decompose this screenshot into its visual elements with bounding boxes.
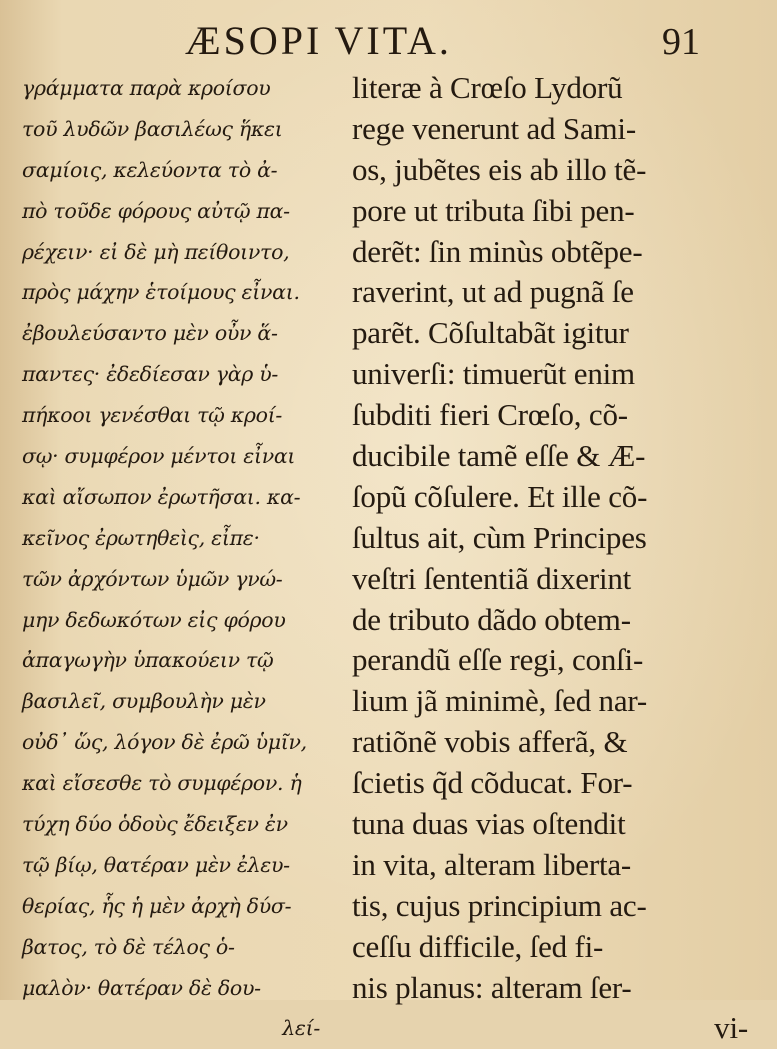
latin-line: in vita, alteram liberta-	[352, 846, 632, 882]
greek-line: τῷ βίῳ, θατέραν μὲν ἐλευ-	[22, 852, 290, 877]
latin-line: de tributo dãdo obtem-	[352, 601, 631, 637]
page-header	[0, 16, 777, 66]
latin-line: ratiõnẽ vobis afferã, &	[352, 724, 628, 760]
greek-line: κεῖνος ἐρωτηθεὶς, εἶπε·	[22, 525, 260, 550]
latin-line: veſtri ſententiã dixerint	[352, 560, 632, 596]
latin-text-column	[352, 68, 762, 1049]
greek-line: παντες· ἐδεδίεσαν γὰρ ὑ-	[22, 362, 279, 387]
latin-line: univerſi: timuerũt enim	[352, 356, 635, 392]
greek-line: ρέχειν· εἰ δὲ μὴ πείθοιντο,	[22, 239, 290, 264]
greek-line: πρὸς μάχην ἑτοίμους εἶναι.	[22, 280, 300, 305]
latin-line: ſultus ait, cùm Principes	[352, 519, 647, 555]
latin-line: ſcietis q̃d cõducat. For-	[352, 765, 633, 801]
latin-line: ſopũ cõſulere. Et ille cõ-	[352, 478, 648, 514]
latin-line: tis, cujus principium ac-	[352, 887, 647, 923]
greek-line: ἐβουλεύσαντο μὲν οὖν ἅ-	[22, 321, 278, 346]
latin-line: lium jã minimè, ſed nar-	[352, 683, 648, 719]
greek-line: ἀπαγωγὴν ὑπακούειν τῷ	[22, 648, 274, 673]
latin-line: raverint, ut ad pugnã ſe	[352, 274, 634, 310]
greek-line: οὐδ᾽ ὥς, λόγον δὲ ἐρῶ ὑμῖν,	[22, 730, 307, 755]
greek-line: σῳ· συμφέρον μέντοι εἶναι	[22, 444, 296, 469]
greek-line: σαμίοις, κελεύοντα τὸ ἀ-	[22, 157, 278, 182]
latin-line: ducibile tamẽ eſſe & Æ-	[352, 438, 646, 474]
greek-line: τῶν ἀρχόντων ὑμῶν γνώ-	[22, 566, 283, 591]
greek-line: τοῦ λυδῶν βασιλέως ἥκει	[22, 116, 283, 141]
latin-line: nis planus: alteram ſer-	[352, 969, 632, 1005]
greek-line: βασιλεῖ, συμβουλὴν μὲν	[22, 689, 266, 714]
latin-line: perandũ eſſe regi, conſi-	[352, 642, 644, 678]
latin-line: parẽt. Cõſultabãt igitur	[352, 315, 629, 351]
greek-line: βατος, τὸ δὲ τέλος ὁ-	[22, 934, 235, 959]
greek-catchword: λεί-	[282, 1016, 320, 1041]
greek-line: θερίας, ἧς ἡ μὲν ἀρχὴ δύσ-	[22, 893, 292, 918]
greek-line: μαλὸν· θατέραν δὲ δου-	[22, 975, 261, 1000]
latin-line: tuna duas vias oſtendit	[352, 806, 626, 842]
page-number: 91	[662, 21, 700, 63]
greek-line: μην δεδωκότων εἰς φόρου	[22, 607, 286, 632]
greek-line: καὶ εἴσεσθε τὸ συμφέρον. ἡ	[22, 771, 302, 796]
greek-text-column	[22, 68, 334, 1049]
greek-line: γράμματα παρὰ κροίσου	[22, 76, 271, 100]
latin-line: rege venerunt ad Sami-	[352, 110, 636, 146]
greek-line: τύχη δύο ὁδοὺς ἔδειξεν ἐν	[22, 812, 288, 837]
latin-line: ceſſu difficile, ſed fi-	[352, 928, 604, 964]
latin-line: pore ut tributa ſibi pen-	[352, 192, 635, 228]
latin-line: derẽt: ſin minùs obtẽpe-	[352, 233, 643, 269]
latin-catchword: vi-	[714, 1010, 748, 1046]
running-title: ÆSOPI VITA.	[185, 18, 452, 63]
latin-line: os, jubẽtes eis ab illo tẽ-	[352, 151, 647, 187]
greek-line: καὶ αἴσωπον ἐρωτῆσαι. κα-	[22, 484, 301, 509]
greek-line: πήκοοι γενέσθαι τῷ κροί-	[22, 403, 283, 428]
greek-line: πὸ τοῦδε φόρους αὐτῷ πα-	[22, 198, 290, 223]
latin-line: ſubditi fieri Crœſo, cõ-	[352, 397, 628, 433]
latin-line: literæ à Crœſo Lydorũ	[352, 70, 623, 105]
